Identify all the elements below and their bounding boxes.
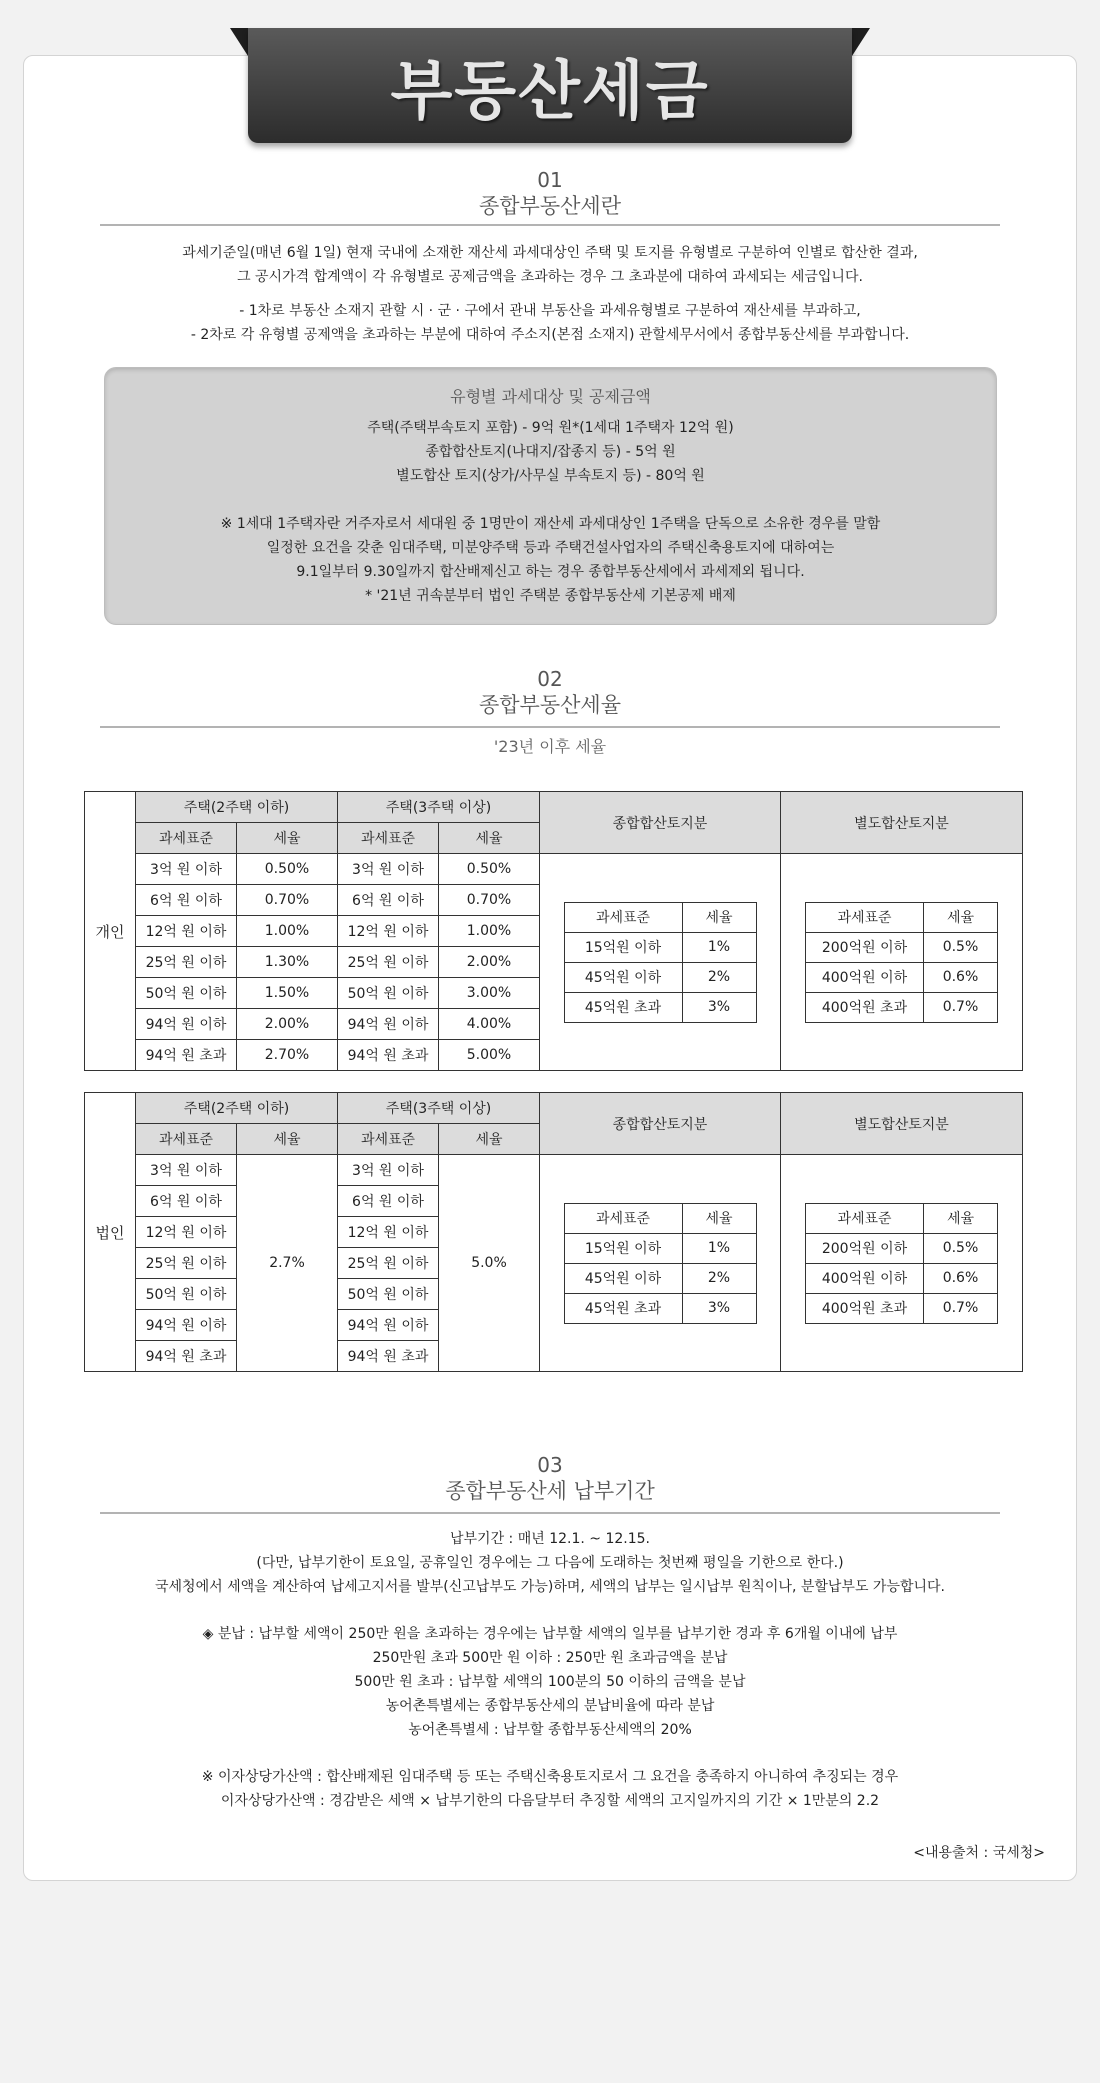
land-bracket: 15억원 이하 — [564, 932, 682, 962]
rate-cell: 1.00% — [237, 916, 338, 947]
mini-header-rate: 세율 — [924, 1203, 998, 1233]
header-rate: 세율 — [237, 823, 338, 854]
section-1-intro — [80, 241, 1020, 289]
mini-header-rate: 세율 — [924, 902, 998, 932]
header-house-3: 주택(3주택 이상) — [338, 792, 540, 823]
bracket-cell: 3억 원 이하 — [136, 854, 237, 885]
land-rate: 0.5% — [924, 1233, 998, 1263]
land-bracket: 45억원 이하 — [564, 1263, 682, 1293]
corporate-label: 법인 — [85, 1093, 136, 1372]
comprehensive-land-table — [564, 1203, 757, 1324]
rate-cell: 2.00% — [439, 947, 540, 978]
rate-cell: 0.70% — [439, 885, 540, 916]
land-bracket: 45억원 이하 — [564, 962, 682, 992]
intro-line: 과세기준일(매년 6월 1일) 현재 국내에 소재한 재산세 과세대상인 주택 및 토지를 유형별로 구분하여 인별로 합산한 결과, — [182, 245, 918, 261]
land-bracket: 400억원 초과 — [806, 1293, 924, 1323]
corporate-rate-table — [84, 1092, 1023, 1372]
individual-rate-table — [84, 791, 1023, 1071]
land-bracket: 400억원 이하 — [806, 962, 924, 992]
land-rate: 0.5% — [924, 932, 998, 962]
header-separate-land: 별도합산토지분 — [781, 792, 1023, 854]
installment-line: 농어촌특별세 : 납부할 종합부동산세액의 20% — [408, 1722, 692, 1738]
installment-line: 농어촌특별세는 종합부동산세의 분납비율에 따라 분납 — [385, 1698, 715, 1714]
deduction-item: 주택(주택부속토지 포함) - 9억 원*(1세대 1주택자 12억 원) — [367, 420, 734, 436]
rate-cell: 2.00% — [237, 1009, 338, 1040]
bracket-cell: 6억 원 이하 — [338, 1186, 439, 1217]
rate-cell: 3.00% — [439, 978, 540, 1009]
rate-cell: 4.00% — [439, 1009, 540, 1040]
mini-header-base: 과세표준 — [806, 1203, 924, 1233]
section-3-title: 종합부동산세 납부기간 — [445, 1479, 655, 1503]
deduction-box-title: 유형별 과세대상 및 공제금액 — [450, 387, 651, 406]
title-banner — [230, 28, 870, 145]
deduction-item: 종합합산토지(나대지/잡종지 등) - 5억 원 — [425, 444, 676, 460]
land-bracket: 45억원 초과 — [564, 1293, 682, 1323]
section-3-rule — [100, 1512, 1000, 1514]
bracket-cell: 50억 원 이하 — [338, 978, 439, 1009]
bracket-cell: 50억 원 이하 — [338, 1279, 439, 1310]
comprehensive-land-table — [564, 902, 757, 1023]
deduction-note: 일정한 요건을 갖춘 임대주택, 미분양주택 등과 주택건설사업자의 주택신축용토지에 대하여는 — [266, 540, 835, 556]
section-1-number: 01 — [537, 168, 563, 192]
step-line: - 2차로 각 유형별 공제액을 초과하는 부분에 대하여 주소지(본점 소재지) 관할세무서에서 종합부동산세를 부과합니다. — [190, 327, 910, 343]
bracket-cell: 94억 원 초과 — [338, 1040, 439, 1071]
rate-cell: 5.00% — [439, 1040, 540, 1071]
deduction-info-box — [104, 367, 997, 625]
section-2-rule — [100, 726, 1000, 728]
land-rate: 2% — [682, 962, 756, 992]
corporate-rate-2: 2.7% — [237, 1155, 338, 1372]
comprehensive-land-cell — [540, 1155, 781, 1372]
land-rate: 0.6% — [924, 1263, 998, 1293]
bracket-cell: 94억 원 초과 — [338, 1341, 439, 1372]
bracket-cell: 3억 원 이하 — [338, 1155, 439, 1186]
intro-line: 그 공시가격 합계액이 각 유형별로 공제금액을 초과하는 경우 그 초과분에 대하여 과세되는 세금입니다. — [237, 269, 863, 285]
mini-header-base: 과세표준 — [564, 902, 682, 932]
header-rate: 세율 — [439, 1124, 540, 1155]
header-base: 과세표준 — [338, 1124, 439, 1155]
bracket-cell: 3억 원 이하 — [136, 1155, 237, 1186]
mini-header-base: 과세표준 — [564, 1203, 682, 1233]
bracket-cell: 6억 원 이하 — [136, 1186, 237, 1217]
rate-cell: 1.30% — [237, 947, 338, 978]
banner-fold-left — [230, 28, 248, 56]
section-3-header — [100, 1453, 1000, 1505]
section-2-header — [100, 667, 1000, 719]
interest-line: ※ 이자상당가산액 : 합산배제된 임대주택 등 또는 주택신축용토지로서 그 요건을 충족하지 아니하여 추징되는 경우 — [201, 1769, 899, 1785]
bracket-cell: 25억 원 이하 — [136, 947, 237, 978]
separate-land-cell — [781, 854, 1023, 1071]
corporate-rate-3: 5.0% — [439, 1155, 540, 1372]
rate-cell: 0.70% — [237, 885, 338, 916]
rate-cell: 0.50% — [237, 854, 338, 885]
section-1-header — [100, 168, 1000, 220]
land-rate: 0.6% — [924, 962, 998, 992]
land-bracket: 200억원 이하 — [806, 1233, 924, 1263]
payment-line: 국세청에서 세액을 계산하여 납세고지서를 발부(신고납부도 가능)하며, 세액의 납부는 일시납부 원칙이나, 분할납부도 가능합니다. — [155, 1579, 945, 1595]
land-bracket: 15억원 이하 — [564, 1233, 682, 1263]
land-bracket: 200억원 이하 — [806, 932, 924, 962]
header-separate-land: 별도합산토지분 — [781, 1093, 1023, 1155]
bracket-cell: 94억 원 이하 — [338, 1310, 439, 1341]
comprehensive-land-cell — [540, 854, 781, 1071]
mini-header-base: 과세표준 — [806, 902, 924, 932]
header-comprehensive-land: 종합합산토지분 — [540, 792, 781, 854]
rate-cell: 2.70% — [237, 1040, 338, 1071]
header-house-2: 주택(2주택 이하) — [136, 792, 338, 823]
mini-header-rate: 세율 — [682, 1203, 756, 1233]
payment-line: 납부기간 : 매년 12.1. ~ 12.15. — [450, 1531, 650, 1547]
rate-cell: 1.50% — [237, 978, 338, 1009]
bracket-cell: 12억 원 이하 — [136, 916, 237, 947]
land-bracket: 400억원 초과 — [806, 992, 924, 1022]
bracket-cell: 25억 원 이하 — [136, 1248, 237, 1279]
land-bracket: 400억원 이하 — [806, 1263, 924, 1293]
section-1-rule — [100, 224, 1000, 226]
header-house-3: 주택(3주택 이상) — [338, 1093, 540, 1124]
section-3-number: 03 — [537, 1453, 563, 1477]
section-1-title: 종합부동산세란 — [478, 194, 621, 218]
payment-period-text — [80, 1527, 1020, 1599]
step-line: - 1차로 부동산 소재지 관할 시 · 군 · 구에서 관내 부동산을 과세유형별로 구분하여 재산세를 부과하고, — [239, 303, 861, 319]
bracket-cell: 12억 원 이하 — [338, 916, 439, 947]
section-2-number: 02 — [537, 667, 563, 691]
payment-line: (다만, 납부기한이 토요일, 공휴일인 경우에는 그 다음에 도래하는 첫번째 평일을 기한으로 한다.) — [256, 1555, 844, 1571]
bracket-cell: 50억 원 이하 — [136, 1279, 237, 1310]
header-rate: 세율 — [439, 823, 540, 854]
individual-label: 개인 — [85, 792, 136, 1071]
header-base: 과세표준 — [136, 823, 237, 854]
separate-land-cell — [781, 1155, 1023, 1372]
mini-header-rate: 세율 — [682, 902, 756, 932]
source-note: <내용출처 : 국세청> — [913, 1845, 1045, 1861]
separate-land-table — [805, 902, 998, 1023]
deduction-note: * '21년 귀속분부터 법인 주택분 종합부동산세 기본공제 배제 — [365, 588, 736, 604]
bracket-cell: 6억 원 이하 — [136, 885, 237, 916]
interest-text — [80, 1765, 1020, 1813]
land-rate: 2% — [682, 1263, 756, 1293]
bracket-cell: 50억 원 이하 — [136, 978, 237, 1009]
bracket-cell: 94억 원 초과 — [136, 1040, 237, 1071]
header-base: 과세표준 — [338, 823, 439, 854]
section-2-title: 종합부동산세율 — [478, 693, 621, 717]
deduction-note: ※ 1세대 1주택자란 거주자로서 세대원 중 1명만이 재산세 과세대상인 1주택을 단독으로 소유한 경우를 말함 — [220, 516, 881, 532]
header-house-2: 주택(2주택 이하) — [136, 1093, 338, 1124]
installment-line: 500만 원 초과 : 납부할 세액의 100분의 50 이하의 금액을 분납 — [354, 1674, 746, 1690]
land-rate: 1% — [682, 932, 756, 962]
header-base: 과세표준 — [136, 1124, 237, 1155]
bracket-cell: 3억 원 이하 — [338, 854, 439, 885]
bracket-cell: 25억 원 이하 — [338, 947, 439, 978]
land-rate: 0.7% — [924, 1293, 998, 1323]
interest-line: 이자상당가산액 : 경감받은 세액 × 납부기한의 다음달부터 추징할 세액의 고지일까지의 기간 × 1만분의 2.2 — [220, 1793, 880, 1809]
bracket-cell: 94억 원 이하 — [136, 1009, 237, 1040]
bracket-cell: 25억 원 이하 — [338, 1248, 439, 1279]
header-comprehensive-land: 종합합산토지분 — [540, 1093, 781, 1155]
separate-land-table — [805, 1203, 998, 1324]
bracket-cell: 12억 원 이하 — [136, 1217, 237, 1248]
bracket-cell: 6억 원 이하 — [338, 885, 439, 916]
land-bracket: 45억원 초과 — [564, 992, 682, 1022]
rate-cell: 1.00% — [439, 916, 540, 947]
page-title: 부동산세금 — [390, 54, 710, 129]
installment-line: ◈ 분납 : 납부할 세액이 250만 원을 초과하는 경우에는 납부할 세액의 일부를 납부기한 경과 후 6개월 이내에 납부 — [202, 1626, 898, 1642]
installment-text — [80, 1622, 1020, 1742]
header-rate: 세율 — [237, 1124, 338, 1155]
deduction-note: 9.1일부터 9.30일까지 합산배제신고 하는 경우 종합부동산세에서 과세제외 됩니다. — [296, 564, 805, 580]
bracket-cell: 12억 원 이하 — [338, 1217, 439, 1248]
land-rate: 3% — [682, 992, 756, 1022]
bracket-cell: 94억 원 이하 — [338, 1009, 439, 1040]
land-rate: 0.7% — [924, 992, 998, 1022]
rate-year-note: '23년 이후 세율 — [493, 737, 607, 756]
section-1-steps — [80, 299, 1020, 347]
banner-fold-right — [852, 28, 870, 56]
deduction-item: 별도합산 토지(상가/사무실 부속토지 등) - 80억 원 — [396, 468, 705, 484]
bracket-cell: 94억 원 초과 — [136, 1341, 237, 1372]
bracket-cell: 94억 원 이하 — [136, 1310, 237, 1341]
installment-line: 250만원 초과 500만 원 이하 : 250만 원 초과금액을 분납 — [372, 1650, 728, 1666]
rate-cell: 0.50% — [439, 854, 540, 885]
land-rate: 3% — [682, 1293, 756, 1323]
land-rate: 1% — [682, 1233, 756, 1263]
